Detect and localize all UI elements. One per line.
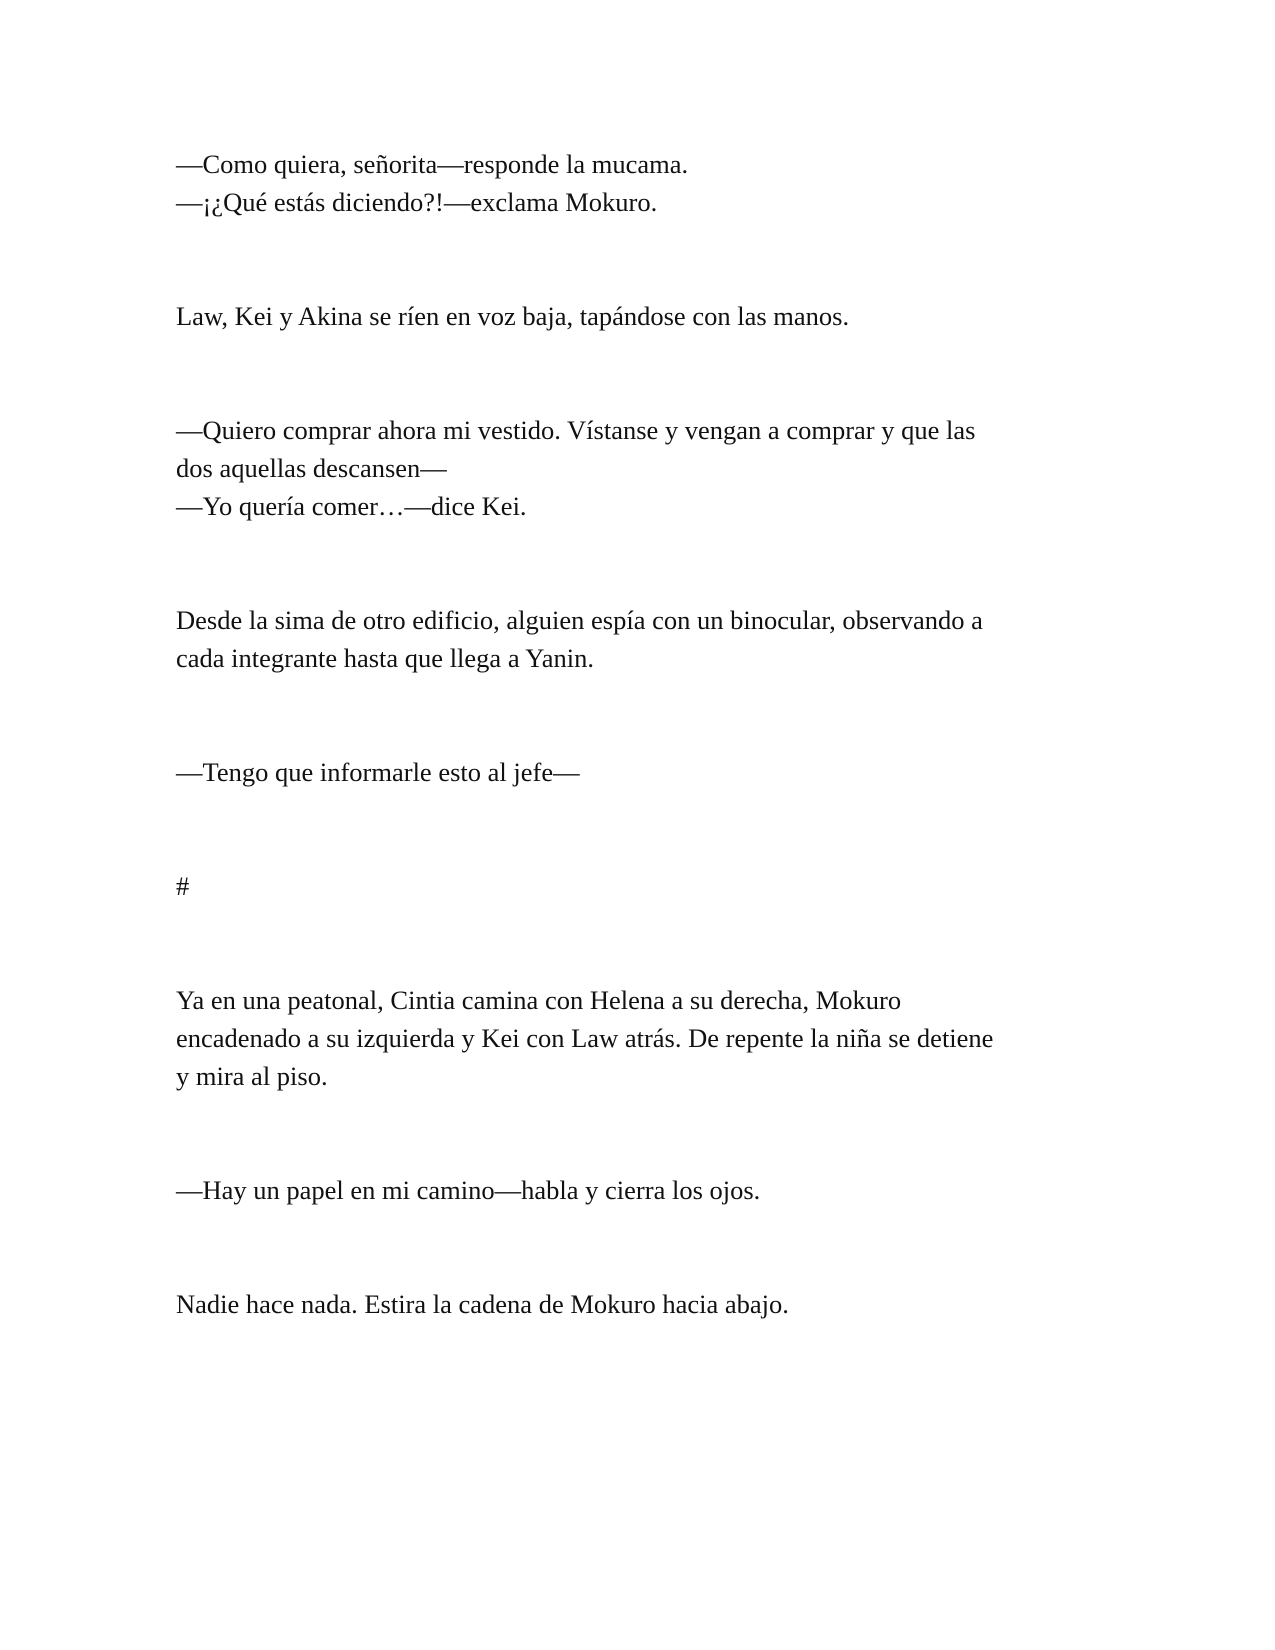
dialogue-dress-line-2: dos aquellas descansen— [176,453,447,483]
narration-spy-line-2: cada integrante hasta que llega a Yanin. [176,643,594,673]
narration-laughing: Law, Kei y Akina se ríen en voz baja, tapándose con las manos. [176,301,850,331]
scene-break: # [176,871,190,901]
dialogue-kei: —Yo quería comer…—dice Kei. [176,491,527,521]
dialogue-line-mokuro: —¡¿Qué estás diciendo?!—exclama Mokuro. [176,187,658,217]
narration-chain: Nadie hace nada. Estira la cadena de Mokuro hacia abajo. [176,1289,789,1319]
dialogue-dress-line-1: —Quiero comprar ahora mi vestido. Vístanse y vengan a comprar y que las [176,415,976,445]
dialogue-spy: —Tengo que informarle esto al jefe— [176,757,580,787]
narration-spy-line-1: Desde la sima de otro edificio, alguien espía con un binocular, observando a [176,605,983,635]
dialogue-line-maid: —Como quiera, señorita—responde la mucama. [176,149,689,179]
narration-street-line-2: encadenado a su izquierda y Kei con Law atrás. De repente la niña se detiene [176,1023,994,1053]
narration-street-line-1: Ya en una peatonal, Cintia camina con Helena a su derecha, Mokuro [176,985,902,1015]
narration-street-line-3: y mira al piso. [176,1061,328,1091]
dialogue-paper: —Hay un papel en mi camino—habla y cierra los ojos. [176,1175,761,1205]
